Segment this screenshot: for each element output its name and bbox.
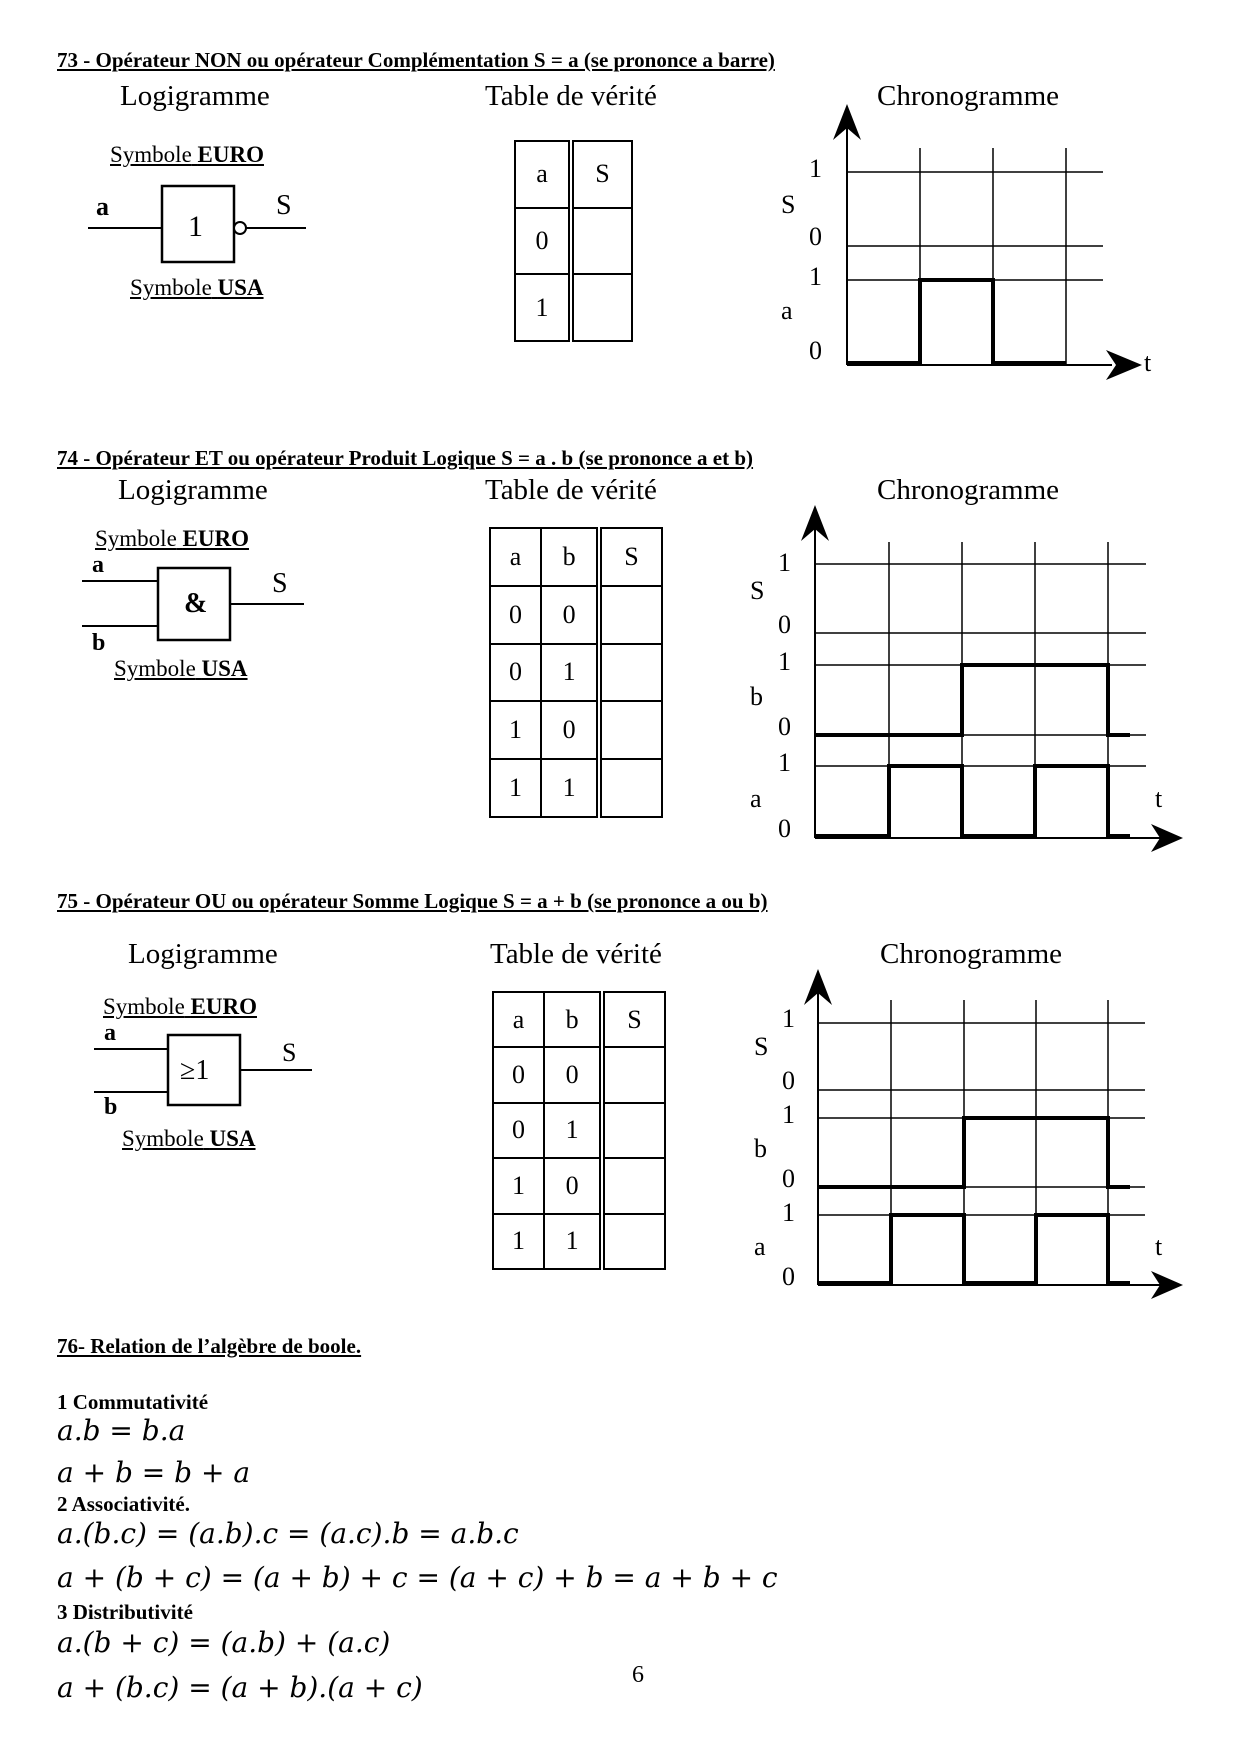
s75-cell: 0 [544,1158,602,1213]
s75-chrono-s-label: S [754,1032,769,1061]
s73-chrono-a-label: a [781,296,793,325]
s74-chrono-s-0: 0 [778,610,791,639]
commutativite-eq-2: a + b = b + a [57,1456,251,1489]
s73-table-heading: Table de vérité [485,80,657,112]
s75-chrono-a-0: 0 [782,1262,795,1291]
associativite-eq-2: a + (b + c) = (a + b) + c = (a + c) + b = a + b + c [57,1561,778,1594]
s74-chrono-a-0: 0 [778,814,791,843]
s74-chrono-s-label: S [750,576,765,605]
s73-cell: 1 [515,274,571,341]
s74-logigramme-heading: Logigramme [118,474,268,506]
s75-cell: 1 [493,1214,544,1269]
s73-gate-output-s: S [276,190,292,221]
s75-cell [602,1103,665,1158]
s74-table-heading: Table de vérité [485,474,657,506]
s74-cell [599,759,662,817]
s73-chrono-s-0: 0 [809,222,822,251]
s74-cell: 0 [541,701,599,759]
distributivite-heading: 3 Distributivité [57,1600,193,1624]
s73-chrono-a-1: 1 [809,262,822,291]
s74-chrono-heading: Chronogramme [877,474,1060,506]
s75-symbol-euro: Symbole EURO [103,994,257,1019]
s75-th-b: b [544,992,602,1047]
s73-gate-input-a: a [96,192,109,221]
s75-gate-input-a: a [104,1020,116,1046]
section-75-title: 75 - Opérateur OU ou opérateur Somme Logique S = a + b (se prononce a ou b) [57,889,768,913]
s73-chrono-s-1: 1 [809,154,822,183]
s74-cell: 1 [490,759,541,817]
section-74-title: 74 - Opérateur ET ou opérateur Produit Logique S = a . b (se prononce a et b) [57,446,754,470]
s73-truth-table [514,140,633,342]
s73-chrono-t: t [1144,348,1152,377]
s73-chrono-a-0: 0 [809,336,822,365]
s74-th-s: S [599,528,662,586]
s75-gate-symbol: ≥1 [180,1055,210,1086]
s74-cell [599,586,662,644]
s75-th-a: a [493,992,544,1047]
s75-cell: 0 [493,1047,544,1102]
s74-truth-table [489,527,663,818]
s75-cell [602,1047,665,1102]
s73-gate-symbol: 1 [188,210,203,243]
s74-cell: 1 [541,644,599,702]
s74-symbol-usa: Symbole USA [114,656,248,681]
s75-logigramme-heading: Logigramme [128,938,278,970]
s75-table-heading: Table de vérité [490,938,662,970]
s75-cell [602,1158,665,1213]
s74-th-b: b [541,528,599,586]
s75-cell [602,1214,665,1269]
s75-chrono-heading: Chronogramme [880,938,1063,970]
s75-chrono-a-label: a [754,1232,766,1261]
associativite-heading: 2 Associativité. [57,1492,190,1516]
s74-cell: 0 [541,586,599,644]
page-number: 6 [632,1662,644,1688]
s73-cell [571,274,632,341]
s75-chrono-s-1: 1 [782,1004,795,1033]
s73-logigramme-heading: Logigramme [120,80,270,112]
s74-chrono-b-0: 0 [778,712,791,741]
s74-chrono-b-1: 1 [778,647,791,676]
s74-symbol-euro: Symbole EURO [95,526,249,551]
s74-cell [599,644,662,702]
s74-chrono-t: t [1155,784,1163,813]
s74-gate-symbol: & [184,588,208,619]
s74-cell: 1 [541,759,599,817]
s74-chrono-s-1: 1 [778,548,791,577]
s73-symbol-euro: Symbole EURO [110,142,264,167]
s75-chrono-b-0: 0 [782,1164,795,1193]
s75-gate-input-b: b [104,1094,118,1120]
s74-chrono-b-label: b [750,682,763,711]
s75-chrono-a-1: 1 [782,1198,795,1227]
s74-th-a: a [490,528,541,586]
commutativite-eq-1: a.b = b.a [57,1414,186,1447]
s74-chrono-a-1: 1 [778,748,791,777]
distributivite-eq-1: a.(b + c) = (a.b) + (a.c) [57,1626,391,1659]
s74-cell [599,701,662,759]
s74-cell: 0 [490,586,541,644]
s75-chrono-b-1: 1 [782,1100,795,1129]
s75-symbol-usa: Symbole USA [122,1126,256,1151]
distributivite-eq-2: a + (b.c) = (a + b).(a + c) [57,1671,423,1704]
associativite-eq-1: a.(b.c) = (a.b).c = (a.c).b = a.b.c [57,1517,519,1550]
s73-cell: 0 [515,208,571,275]
s73-cell [571,208,632,275]
s75-cell: 1 [493,1158,544,1213]
s74-cell: 1 [490,701,541,759]
s75-cell: 1 [544,1214,602,1269]
s74-gate-output-s: S [272,568,288,599]
s73-symbol-usa: Symbole USA [130,275,264,300]
s75-chrono-t: t [1155,1232,1163,1261]
s73-chrono-heading: Chronogramme [877,80,1060,112]
s75-th-s: S [602,992,665,1047]
s74-cell: 0 [490,644,541,702]
s75-truth-table [492,991,666,1270]
s74-chrono-a-label: a [750,784,762,813]
section-73-title: 73 - Opérateur NON ou opérateur Complémentation S = a (se prononce a barre) [57,48,775,72]
s75-gate-output-s: S [282,1038,297,1067]
s74-gate-input-b: b [92,630,106,656]
s73-chrono-s-label: S [781,190,796,219]
s75-chrono-b-label: b [754,1134,767,1163]
s73-th-a: a [515,141,571,208]
commutativite-heading: 1 Commutativité [57,1390,209,1414]
s75-cell: 0 [493,1103,544,1158]
s75-chrono-s-0: 0 [782,1066,795,1095]
s75-cell: 1 [544,1103,602,1158]
s73-th-s: S [571,141,632,208]
section-76-title: 76- Relation de l’algèbre de boole. [57,1334,362,1358]
s75-cell: 0 [544,1047,602,1102]
s74-gate-input-a: a [92,552,104,578]
